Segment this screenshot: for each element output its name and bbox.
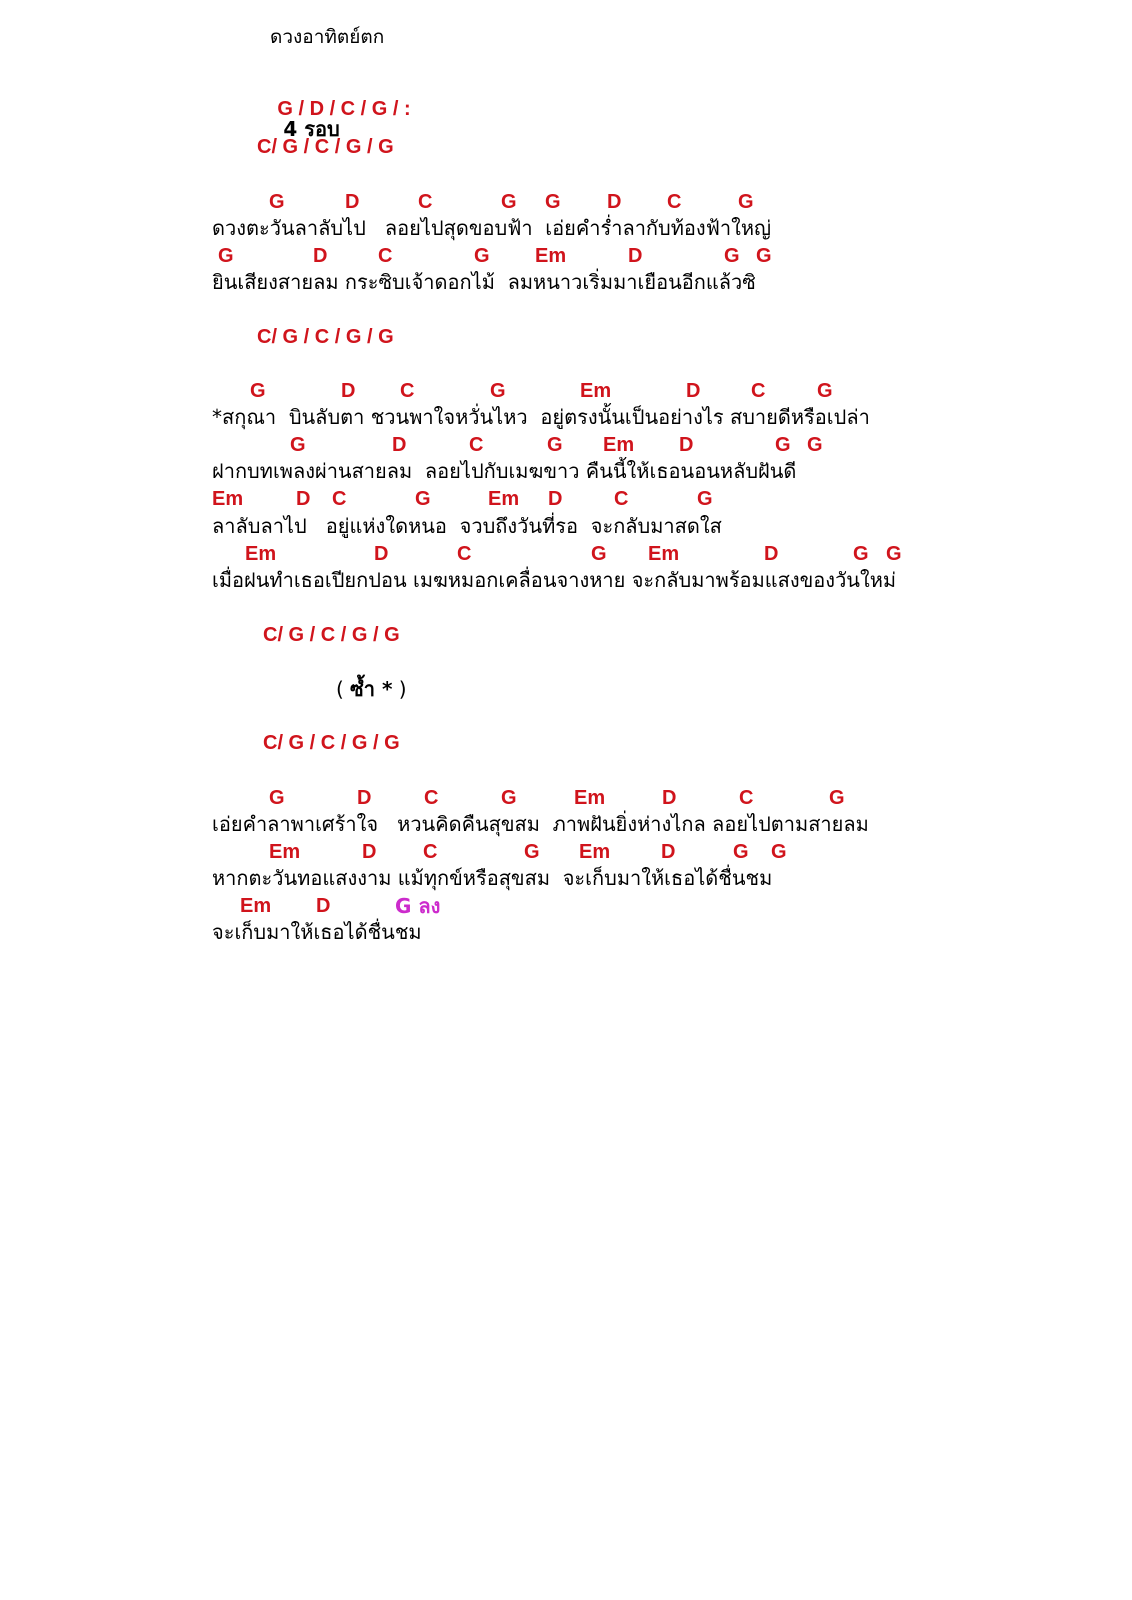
chord: G — [807, 434, 823, 456]
interlude-2: C/ G / C / G / G — [257, 326, 394, 348]
lyric-line: *สกุณา บินลับตา ชวนพาใจหวั่นไหว อยู่ตรงนั้นเป็นอย่างไร สบายดีหรือเปล่า — [212, 405, 870, 429]
chord: D — [686, 380, 701, 402]
chord: G — [250, 380, 266, 402]
chord: D — [362, 841, 377, 863]
chord: G — [501, 787, 517, 809]
intro-repeat: 4 รอบ — [283, 117, 340, 141]
chord: G — [545, 191, 561, 213]
chord: Em — [574, 787, 606, 809]
chord: G — [697, 488, 713, 510]
chord: D — [607, 191, 622, 213]
chord: G — [218, 245, 234, 267]
chord: G — [524, 841, 540, 863]
chord: G — [547, 434, 563, 456]
chord: D — [374, 543, 389, 565]
chord: Em — [269, 841, 301, 863]
lyric-line: ลาลับลาไป อยู่แห่งใดหนอ จวบถึงวันที่รอ จะกลับมาสดใส — [212, 514, 722, 538]
interlude-4: C/ G / C / G / G — [263, 732, 400, 754]
chord: D — [345, 191, 360, 213]
chord: Em — [240, 895, 272, 917]
chord: Em — [212, 488, 244, 510]
chord: C — [667, 191, 682, 213]
lyric-line: เอ่ยคำลาพาเศร้าใจ หวนคิดคืนสุขสม ภาพฝันยิ่งห่างไกล ลอยไปตามสายลม — [212, 812, 869, 836]
chord: G — [733, 841, 749, 863]
chord: D — [313, 245, 328, 267]
chord: G — [474, 245, 490, 267]
chord: G — [771, 841, 787, 863]
chord: C — [457, 543, 472, 565]
chord: G — [290, 434, 306, 456]
chord: C — [418, 191, 433, 213]
chord: C — [614, 488, 629, 510]
repeat-open: ( — [336, 677, 351, 701]
repeat-close: ) — [392, 677, 407, 701]
chord: G — [738, 191, 754, 213]
chord: G — [415, 488, 431, 510]
chord: C — [423, 841, 438, 863]
chord: G — [490, 380, 506, 402]
chord: G — [817, 380, 833, 402]
lyric-line: หากตะวันทอแสงงาม แม้ทุกข์หรือสุขสม จะเก็บมาให้เธอได้ชื่นชม — [212, 866, 773, 890]
chord: Em — [488, 488, 520, 510]
repeat-word: ซ้ำ * — [350, 677, 393, 701]
lyric-line: ดวงตะวันลาลับไป ลอยไปสุดขอบฟ้า เอ่ยคำร่ำลากับท้องฟ้าใหญ่ — [212, 216, 772, 240]
chord: Em — [245, 543, 277, 565]
chord: D — [662, 787, 677, 809]
interlude-1: C/ G / C / G / G — [257, 136, 394, 158]
end-chord: G ลง — [395, 894, 441, 918]
chord: G — [886, 543, 902, 565]
chord: D — [548, 488, 563, 510]
chord: D — [341, 380, 356, 402]
lyric-line: ฝากบทเพลงผ่านสายลม ลอยไปกับเมฆขาว คืนนี้ให้เธอนอนหลับฝันดี — [212, 459, 797, 483]
chord: C — [378, 245, 393, 267]
chord: Em — [535, 245, 567, 267]
chord: C — [424, 787, 439, 809]
chord: D — [764, 543, 779, 565]
chord: D — [679, 434, 694, 456]
lyric-line: จะเก็บมาให้เธอได้ชื่นชม — [212, 920, 422, 944]
intro-chords: G / D / C / G / : — [277, 98, 411, 120]
chord: G — [269, 787, 285, 809]
chord: Em — [580, 380, 612, 402]
chord: Em — [579, 841, 611, 863]
chord: G — [724, 245, 740, 267]
interlude-3: C/ G / C / G / G — [263, 624, 400, 646]
chord: D — [392, 434, 407, 456]
chord: G — [269, 191, 285, 213]
chord: D — [661, 841, 676, 863]
chord: Em — [603, 434, 635, 456]
chord: G — [591, 543, 607, 565]
chord: C — [739, 787, 754, 809]
chord: C — [469, 434, 484, 456]
chord: C — [332, 488, 347, 510]
chord: G — [501, 191, 517, 213]
chord: D — [296, 488, 311, 510]
chord: G — [756, 245, 772, 267]
chord: D — [628, 245, 643, 267]
lyric-line: เมื่อฝนทำเธอเปียกปอน เมฆหมอกเคลื่อนจางหาย จะกลับมาพร้อมแสงของวันใหม่ — [212, 568, 897, 592]
chord: C — [751, 380, 766, 402]
chord: C — [400, 380, 415, 402]
lyric-line: ยินเสียงสายลม กระซิบเจ้าดอกไม้ ลมหนาวเริ่มมาเยือนอีกแล้วซิ — [212, 270, 756, 294]
song-title: ดวงอาทิตย์ตก — [270, 26, 385, 48]
repeat-marker — [336, 679, 407, 699]
chord: G — [829, 787, 845, 809]
chord: G — [853, 543, 869, 565]
chord: D — [357, 787, 372, 809]
chord: Em — [648, 543, 680, 565]
chord: D — [316, 895, 331, 917]
chord: G — [775, 434, 791, 456]
